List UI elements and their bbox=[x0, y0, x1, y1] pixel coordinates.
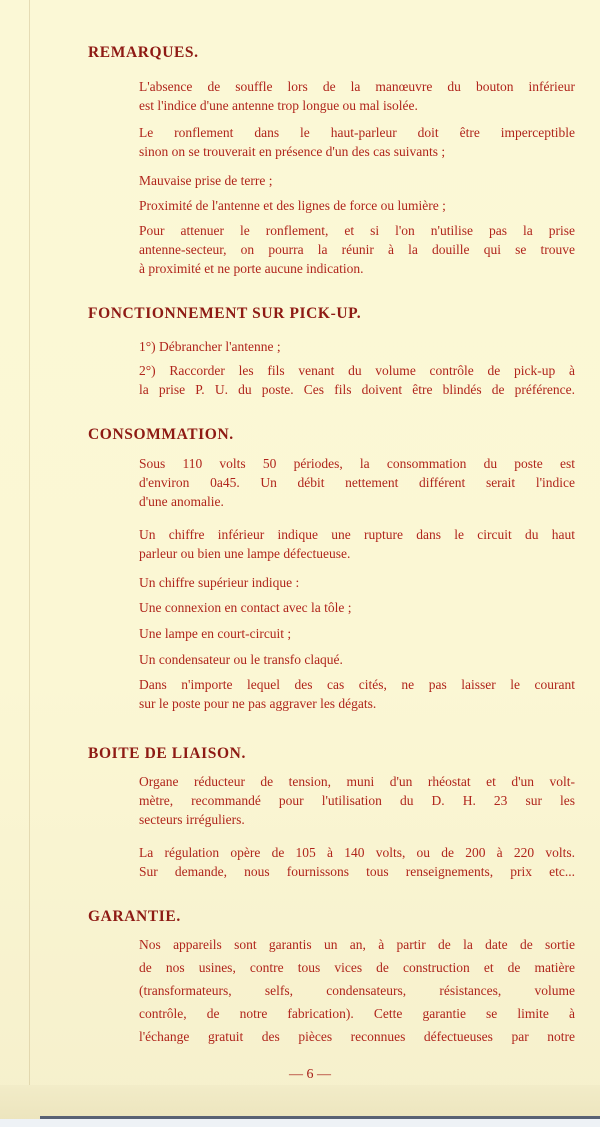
paragraph bbox=[139, 337, 575, 356]
paragraph bbox=[139, 624, 575, 643]
text-line: Organe réducteur de tension, muni d'un rhéostat et d'un volt- bbox=[139, 774, 575, 789]
section-heading-remarques: REMARQUES. bbox=[88, 44, 199, 61]
section-heading-garantie: GARANTIE. bbox=[88, 908, 181, 925]
section-heading-consommation: CONSOMMATION. bbox=[88, 426, 234, 443]
text-line: Dans n'importe lequel des cas cités, ne pas laisser le courant bbox=[139, 677, 575, 692]
paragraph bbox=[139, 77, 575, 115]
text-line: La régulation opère de 105 à 140 volts, ou de 200 à 220 volts. bbox=[139, 845, 575, 860]
text-line: parleur ou bien une lampe défectueuse. bbox=[139, 546, 351, 561]
paragraph bbox=[139, 935, 575, 1050]
text-line: de nos usines, contre tous vices de construction et de matière bbox=[139, 960, 575, 975]
paragraph bbox=[139, 675, 575, 713]
paragraph bbox=[139, 361, 575, 399]
paragraph bbox=[139, 221, 575, 278]
paragraph bbox=[139, 171, 575, 190]
text-line: Une connexion en contact avec la tôle ; bbox=[139, 600, 352, 615]
paragraph bbox=[139, 454, 575, 511]
text-line: Sous 110 volts 50 périodes, la consommation du poste est bbox=[139, 456, 575, 471]
text-line: sinon on se trouverait en présence d'un des cas suivants ; bbox=[139, 144, 446, 159]
text-line: d'une anomalie. bbox=[139, 494, 224, 509]
text-line: 2°) Raccorder les fils venant du volume contrôle de pick-up à bbox=[139, 363, 575, 378]
text-line: (transformateurs, selfs, condensateurs, résistances, volume bbox=[139, 983, 575, 998]
text-line: contrôle, de notre fabrication). Cette garantie se limite à bbox=[139, 1006, 575, 1021]
paragraph bbox=[139, 573, 575, 592]
text-line: Un chiffre inférieur indique une rupture dans le circuit du haut bbox=[139, 527, 575, 542]
paragraph bbox=[139, 650, 575, 669]
paragraph bbox=[139, 196, 575, 215]
paragraph bbox=[139, 772, 575, 829]
fold-line bbox=[29, 0, 30, 1085]
text-line: Sur demande, nous fournissons tous renseignements, prix etc... bbox=[139, 864, 575, 879]
text-line: Une lampe en court-circuit ; bbox=[139, 626, 292, 641]
text-line: Le ronflement dans le haut-parleur doit être imperceptible bbox=[139, 125, 575, 140]
text-line: antenne-secteur, on pourra la réunir à la douille qui se trouve bbox=[139, 242, 575, 257]
text-line: mètre, recommandé pour l'utilisation du D. H. 23 sur les bbox=[139, 793, 575, 808]
text-line: Nos appareils sont garantis un an, à partir de la date de sortie bbox=[139, 937, 575, 952]
section-heading-boite-de-liaison: BOITE DE LIAISON. bbox=[88, 745, 246, 762]
paragraph bbox=[139, 525, 575, 563]
page-number: — 6 — bbox=[289, 1067, 331, 1082]
text-line: à proximité et ne porte aucune indication. bbox=[139, 261, 364, 276]
text-line: l'échange gratuit des pièces reconnues défectueuses par notre bbox=[139, 1029, 575, 1044]
text-line: Mauvaise prise de terre ; bbox=[139, 173, 273, 188]
text-line: secteurs irréguliers. bbox=[139, 812, 245, 827]
text-line: Proximité de l'antenne et des lignes de force ou lumière ; bbox=[139, 198, 446, 213]
paragraph bbox=[139, 843, 575, 881]
text-line: est l'indice d'une antenne trop longue ou mal isolée. bbox=[139, 98, 418, 113]
text-line: d'environ 0a45. Un débit nettement différent serait l'indice bbox=[139, 475, 575, 490]
text-line: 1°) Débrancher l'antenne ; bbox=[139, 339, 281, 354]
background-strip bbox=[0, 1119, 600, 1127]
paragraph bbox=[139, 598, 575, 617]
text-line: Un chiffre supérieur indique : bbox=[139, 575, 300, 590]
text-line: L'absence de souffle lors de la manœuvre du bouton inférieur bbox=[139, 79, 575, 94]
text-line: Un condensateur ou le transfo claqué. bbox=[139, 652, 343, 667]
text-line: la prise P. U. du poste. Ces fils doivent être blindés de préférence. bbox=[139, 382, 575, 397]
text-line: Pour attenuer le ronflement, et si l'on n'utilise pas la prise bbox=[139, 223, 575, 238]
section-heading-pickup: FONCTIONNEMENT SUR PICK-UP. bbox=[88, 305, 362, 322]
paragraph bbox=[139, 123, 575, 161]
text-line: sur le poste pour ne pas aggraver les dégats. bbox=[139, 696, 377, 711]
